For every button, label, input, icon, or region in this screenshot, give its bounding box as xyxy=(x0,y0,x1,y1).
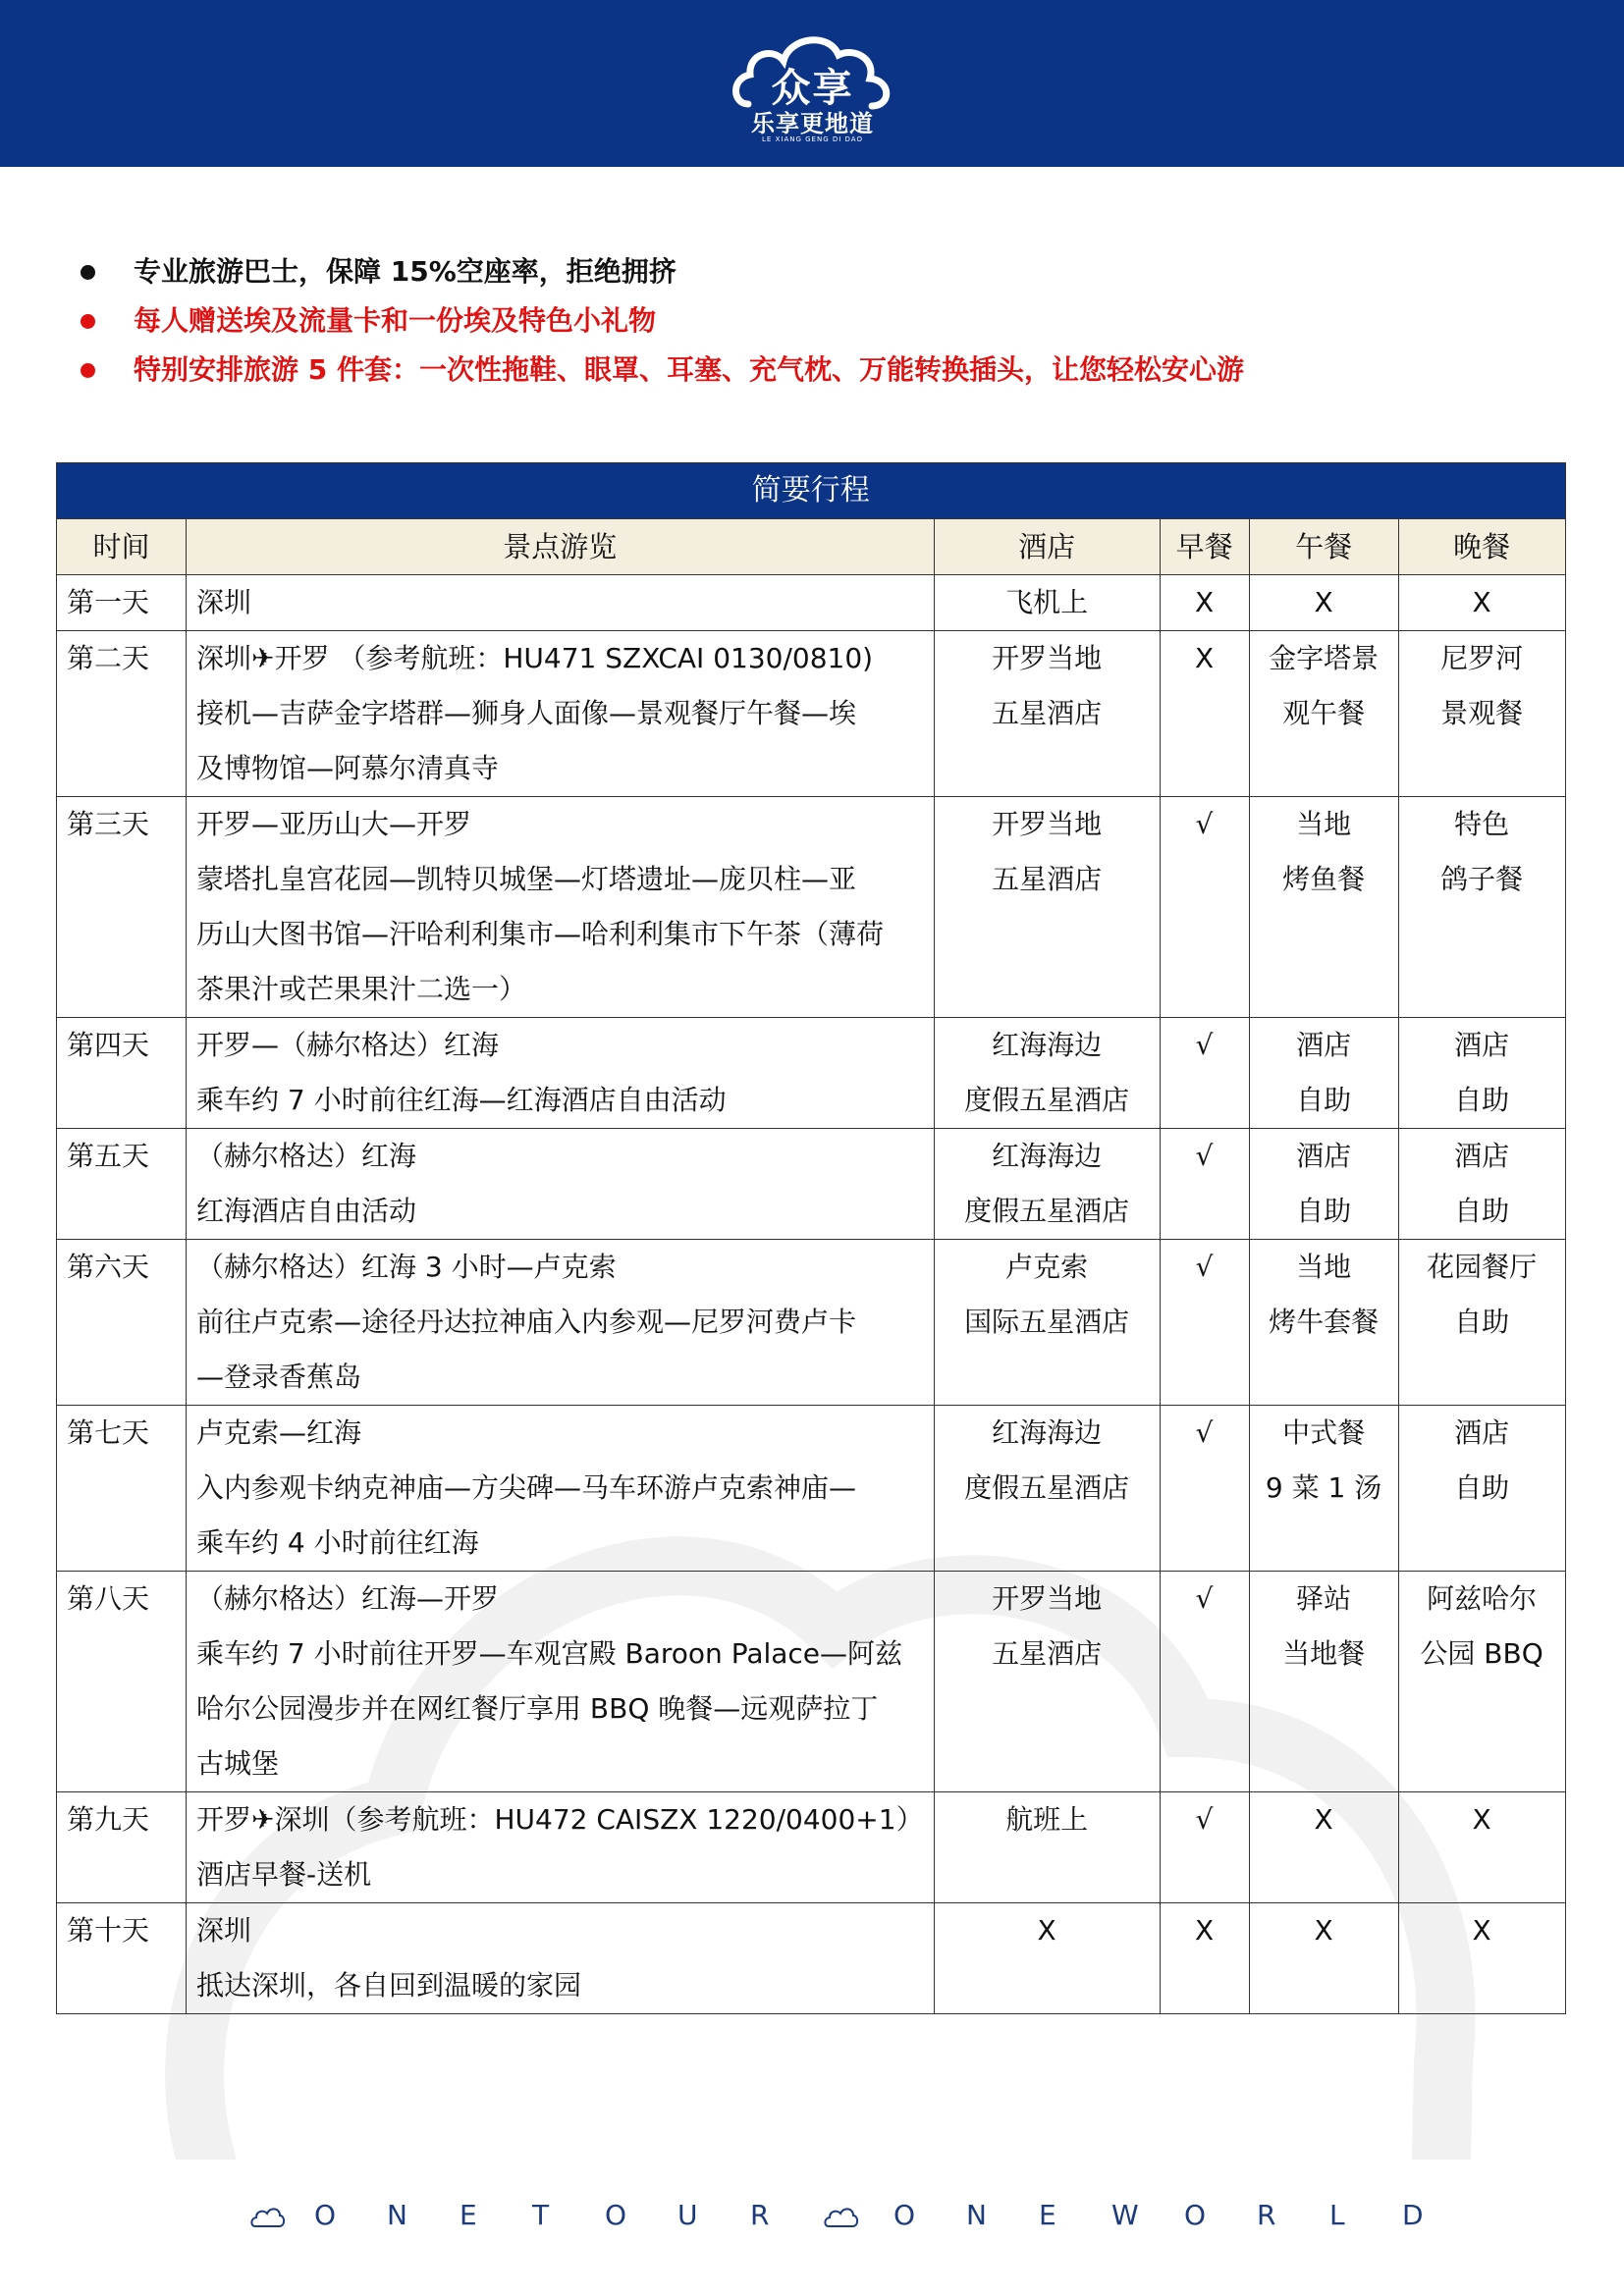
hotel-cell xyxy=(934,631,1160,797)
lunch-cell-line: 观午餐 xyxy=(1282,697,1366,729)
lunch-cell-line: X xyxy=(1314,586,1333,618)
hotel-cell-line: 红海海边 xyxy=(992,1416,1103,1449)
sights-cell xyxy=(187,1903,935,2014)
dinner-cell-line: 自助 xyxy=(1454,1471,1510,1504)
hotel-cell-line: 五星酒店 xyxy=(992,697,1103,729)
sights-cell xyxy=(187,1406,935,1572)
sights-cell-line: 酒店早餐-送机 xyxy=(196,1858,372,1891)
sights-cell xyxy=(187,1129,935,1240)
cloud-icon xyxy=(249,2205,287,2230)
day-cell: 第四天 xyxy=(57,1018,187,1129)
day-cell: 第九天 xyxy=(57,1792,187,1903)
column-header-hotel: 酒店 xyxy=(934,519,1160,575)
hotel-cell-line: 开罗当地 xyxy=(992,1582,1103,1615)
highlight-item xyxy=(79,253,1244,302)
hotel-cell-line: 度假五星酒店 xyxy=(964,1084,1130,1116)
sights-cell xyxy=(187,1240,935,1406)
lunch-cell-line: 烤牛套餐 xyxy=(1269,1306,1380,1338)
dinner-cell xyxy=(1398,1406,1565,1572)
dinner-cell xyxy=(1398,631,1565,797)
hotel-cell-line: 红海海边 xyxy=(992,1029,1103,1061)
dinner-cell-line: 特色 xyxy=(1454,808,1510,840)
table-title: 简要行程 xyxy=(57,463,1566,519)
highlight-item xyxy=(79,302,1244,351)
lunch-cell-line: 自助 xyxy=(1296,1084,1352,1116)
dinner-cell xyxy=(1398,1018,1565,1129)
footer-letter: R xyxy=(1257,2199,1276,2231)
column-header-dinner: 晚餐 xyxy=(1398,519,1565,575)
dinner-cell-line: 尼罗河 xyxy=(1440,642,1524,674)
dinner-cell-line: 阿兹哈尔 xyxy=(1427,1582,1538,1615)
hotel-cell-line: 红海海边 xyxy=(992,1140,1103,1172)
sights-cell-line: （赫尔格达）红海 xyxy=(196,1140,417,1172)
logo-title: 众享 xyxy=(771,66,854,111)
breakfast-cell: √ xyxy=(1160,1018,1249,1129)
breakfast-cell: √ xyxy=(1160,1792,1249,1903)
footer-letter: O xyxy=(605,2199,627,2231)
table-row xyxy=(57,1240,1566,1406)
hotel-cell xyxy=(934,797,1160,1018)
footer-letter: T xyxy=(532,2199,550,2231)
breakfast-cell: √ xyxy=(1160,1240,1249,1406)
dinner-cell xyxy=(1398,575,1565,631)
day-cell: 第三天 xyxy=(57,797,187,1018)
dinner-cell-line: 自助 xyxy=(1454,1306,1510,1338)
dinner-cell-line: 公园 BBQ xyxy=(1420,1637,1543,1670)
lunch-cell-line: 9 菜 1 汤 xyxy=(1265,1471,1382,1504)
hotel-cell xyxy=(934,1406,1160,1572)
footer-letter: O xyxy=(314,2199,337,2231)
breakfast-cell: X xyxy=(1160,575,1249,631)
table-row xyxy=(57,1903,1566,2014)
table-row xyxy=(57,1018,1566,1129)
footer-letter: N xyxy=(387,2199,407,2231)
day-cell: 第二天 xyxy=(57,631,187,797)
lunch-cell-line: 驿站 xyxy=(1296,1582,1352,1615)
hotel-cell-line: 度假五星酒店 xyxy=(964,1471,1130,1504)
dinner-cell xyxy=(1398,1792,1565,1903)
highlight-text: 专业旅游巴士，保障 15%空座率，拒绝拥挤 xyxy=(134,255,677,288)
hotel-cell-line: 五星酒店 xyxy=(992,863,1103,895)
hotel-cell xyxy=(934,1240,1160,1406)
lunch-cell xyxy=(1249,1129,1398,1240)
sights-cell xyxy=(187,631,935,797)
hotel-cell-line: 五星酒店 xyxy=(992,1637,1103,1670)
hotel-cell xyxy=(934,1572,1160,1792)
lunch-cell-line: 当地餐 xyxy=(1282,1637,1366,1670)
sights-cell xyxy=(187,1572,935,1792)
footer-letter: E xyxy=(1039,2199,1056,2231)
bullet-dot xyxy=(81,314,95,329)
breakfast-cell: X xyxy=(1160,1903,1249,2014)
footer-letter: W xyxy=(1111,2199,1139,2231)
footer-letter: R xyxy=(750,2199,770,2231)
sights-cell-line: 开罗—（赫尔格达）红海 xyxy=(196,1029,500,1061)
hotel-cell xyxy=(934,1129,1160,1240)
sights-cell-line: 及博物馆—阿慕尔清真寺 xyxy=(196,752,500,784)
day-cell: 第八天 xyxy=(57,1572,187,1792)
hotel-cell-line: 开罗当地 xyxy=(992,808,1103,840)
lunch-cell xyxy=(1249,1792,1398,1903)
sights-cell-line: 乘车约 4 小时前往红海 xyxy=(196,1526,479,1559)
bullet-dot xyxy=(81,363,95,378)
lunch-cell xyxy=(1249,1572,1398,1792)
dinner-cell xyxy=(1398,1129,1565,1240)
lunch-cell xyxy=(1249,1240,1398,1406)
sights-cell-line: 红海酒店自由活动 xyxy=(196,1195,417,1227)
breakfast-cell: √ xyxy=(1160,1572,1249,1792)
day-cell: 第五天 xyxy=(57,1129,187,1240)
lunch-cell xyxy=(1249,575,1398,631)
dinner-cell-line: X xyxy=(1472,586,1491,618)
highlight-text: 每人赠送埃及流量卡和一份埃及特色小礼物 xyxy=(134,304,657,337)
logo-pinyin: LE XIANG GENG DI DAO xyxy=(762,135,863,143)
hotel-cell xyxy=(934,575,1160,631)
highlights-list xyxy=(79,253,1244,400)
lunch-cell-line: X xyxy=(1314,1914,1333,1947)
sights-cell-line: 深圳✈开罗 （参考航班：HU471 SZXCAI 0130/0810) xyxy=(196,642,874,674)
sights-cell-line: 乘车约 7 小时前往红海—红海酒店自由活动 xyxy=(196,1084,727,1116)
sights-cell-line: 抵达深圳，各自回到温暖的家园 xyxy=(196,1969,582,2002)
sights-cell-line: 蒙塔扎皇宫花园—凯特贝城堡—灯塔遗址—庞贝柱—亚 xyxy=(196,863,857,895)
lunch-cell-line: 酒店 xyxy=(1296,1029,1352,1061)
sights-cell xyxy=(187,1018,935,1129)
hotel-cell xyxy=(934,1903,1160,2014)
sights-cell-line: （赫尔格达）红海—开罗 xyxy=(196,1582,500,1615)
hotel-cell-line: 航班上 xyxy=(1005,1803,1089,1836)
table-row xyxy=(57,631,1566,797)
sights-cell-line: （赫尔格达）红海 3 小时—卢克索 xyxy=(196,1251,617,1283)
lunch-cell-line: 金字塔景 xyxy=(1269,642,1380,674)
sights-cell-line: 乘车约 7 小时前往开罗—车观宫殿 Baroon Palace—阿兹 xyxy=(196,1637,903,1670)
lunch-cell-line: 当地 xyxy=(1296,1251,1352,1283)
day-cell: 第十天 xyxy=(57,1903,187,2014)
dinner-cell-line: 酒店 xyxy=(1454,1416,1510,1449)
breakfast-cell: √ xyxy=(1160,797,1249,1018)
sights-cell-line: 历山大图书馆—汗哈利利集市—哈利利集市下午茶（薄荷 xyxy=(196,918,885,950)
sights-cell xyxy=(187,797,935,1018)
table-row xyxy=(57,797,1566,1018)
bullet-dot xyxy=(81,265,95,280)
sights-cell-line: 卢克索—红海 xyxy=(196,1416,362,1449)
dinner-cell-line: 鸽子餐 xyxy=(1440,863,1524,895)
lunch-cell xyxy=(1249,797,1398,1018)
breakfast-cell: X xyxy=(1160,631,1249,797)
column-header-sights: 景点游览 xyxy=(187,519,935,575)
dinner-cell-line: X xyxy=(1472,1914,1491,1947)
footer-letter: O xyxy=(893,2199,916,2231)
hotel-cell-line: 开罗当地 xyxy=(992,642,1103,674)
logo-slogan: 乐享更地道 xyxy=(751,110,874,137)
lunch-cell-line: 自助 xyxy=(1296,1195,1352,1227)
dinner-cell xyxy=(1398,1903,1565,2014)
breakfast-cell: √ xyxy=(1160,1406,1249,1572)
footer-letter: N xyxy=(966,2199,987,2231)
sights-cell-line: 前往卢克索—途径丹达拉神庙入内参观—尼罗河费卢卡 xyxy=(196,1306,857,1338)
footer-onetour xyxy=(314,2199,823,2231)
cloud-icon xyxy=(823,2205,860,2230)
sights-cell xyxy=(187,575,935,631)
hotel-cell xyxy=(934,1792,1160,1903)
header-banner xyxy=(0,0,1624,167)
footer-letter: L xyxy=(1329,2199,1345,2231)
day-cell: 第一天 xyxy=(57,575,187,631)
dinner-cell xyxy=(1398,1572,1565,1792)
highlight-text: 特别安排旅游 5 件套：一次性拖鞋、眼罩、耳塞、充气枕、万能转换插头，让您轻松安心游 xyxy=(134,353,1244,386)
footer-letter: E xyxy=(460,2199,477,2231)
sights-cell-line: 接机—吉萨金字塔群—狮身人面像—景观餐厅午餐—埃 xyxy=(196,697,857,729)
column-header-breakfast: 早餐 xyxy=(1160,519,1249,575)
sights-cell-line: 深圳 xyxy=(196,1914,252,1947)
sights-cell-line: 哈尔公园漫步并在网红餐厅享用 BBQ 晚餐—远观萨拉丁 xyxy=(196,1692,879,1725)
footer-slogan xyxy=(0,2199,1624,2258)
lunch-cell-line: 中式餐 xyxy=(1282,1416,1366,1449)
lunch-cell xyxy=(1249,1018,1398,1129)
lunch-cell-line: 酒店 xyxy=(1296,1140,1352,1172)
itinerary-rows xyxy=(57,575,1566,2014)
lunch-cell-line: X xyxy=(1314,1803,1333,1836)
brand-logo xyxy=(727,18,898,150)
dinner-cell-line: X xyxy=(1472,1803,1491,1836)
hotel-cell-line: 卢克索 xyxy=(1005,1251,1089,1283)
dinner-cell-line: 酒店 xyxy=(1454,1029,1510,1061)
lunch-cell-line: 烤鱼餐 xyxy=(1282,863,1366,895)
hotel-cell-line: 国际五星酒店 xyxy=(964,1306,1130,1338)
hotel-cell xyxy=(934,1018,1160,1129)
footer-letter: U xyxy=(677,2199,698,2231)
itinerary-table xyxy=(56,462,1566,2014)
dinner-cell-line: 酒店 xyxy=(1454,1140,1510,1172)
dinner-cell-line: 自助 xyxy=(1454,1084,1510,1116)
dinner-cell xyxy=(1398,1240,1565,1406)
sights-cell xyxy=(187,1792,935,1903)
day-cell: 第六天 xyxy=(57,1240,187,1406)
table-row xyxy=(57,1129,1566,1240)
dinner-cell xyxy=(1398,797,1565,1018)
hotel-cell-line: X xyxy=(1037,1914,1056,1947)
dinner-cell-line: 景观餐 xyxy=(1440,697,1524,729)
sights-cell-line: 古城堡 xyxy=(196,1747,280,1780)
lunch-cell xyxy=(1249,1903,1398,2014)
dinner-cell-line: 花园餐厅 xyxy=(1427,1251,1538,1283)
column-header-row xyxy=(57,519,1566,575)
day-cell: 第七天 xyxy=(57,1406,187,1572)
column-header-lunch: 午餐 xyxy=(1249,519,1398,575)
footer-oneworld xyxy=(893,2199,1475,2231)
lunch-cell xyxy=(1249,1406,1398,1572)
highlight-item xyxy=(79,351,1244,400)
hotel-cell-line: 度假五星酒店 xyxy=(964,1195,1130,1227)
dinner-cell-line: 自助 xyxy=(1454,1195,1510,1227)
breakfast-cell: √ xyxy=(1160,1129,1249,1240)
table-row xyxy=(57,575,1566,631)
table-row xyxy=(57,1406,1566,1572)
sights-cell-line: 开罗—亚历山大—开罗 xyxy=(196,808,472,840)
sights-cell-line: —登录香蕉岛 xyxy=(196,1361,362,1393)
table-row xyxy=(57,1792,1566,1903)
lunch-cell xyxy=(1249,631,1398,797)
footer-letter: O xyxy=(1184,2199,1207,2231)
table-row xyxy=(57,1572,1566,1792)
footer-letter: D xyxy=(1402,2199,1424,2231)
sights-cell-line: 入内参观卡纳克神庙—方尖碑—马车环游卢克索神庙— xyxy=(196,1471,857,1504)
sights-cell-line: 茶果汁或芒果果汁二选一） xyxy=(196,973,527,1005)
sights-cell-line: 深圳 xyxy=(196,586,252,618)
hotel-cell-line: 飞机上 xyxy=(1005,586,1089,618)
lunch-cell-line: 当地 xyxy=(1296,808,1352,840)
sights-cell-line: 开罗✈深圳（参考航班：HU472 CAISZX 1220/0400+1） xyxy=(196,1803,924,1836)
column-header-time: 时间 xyxy=(57,519,187,575)
